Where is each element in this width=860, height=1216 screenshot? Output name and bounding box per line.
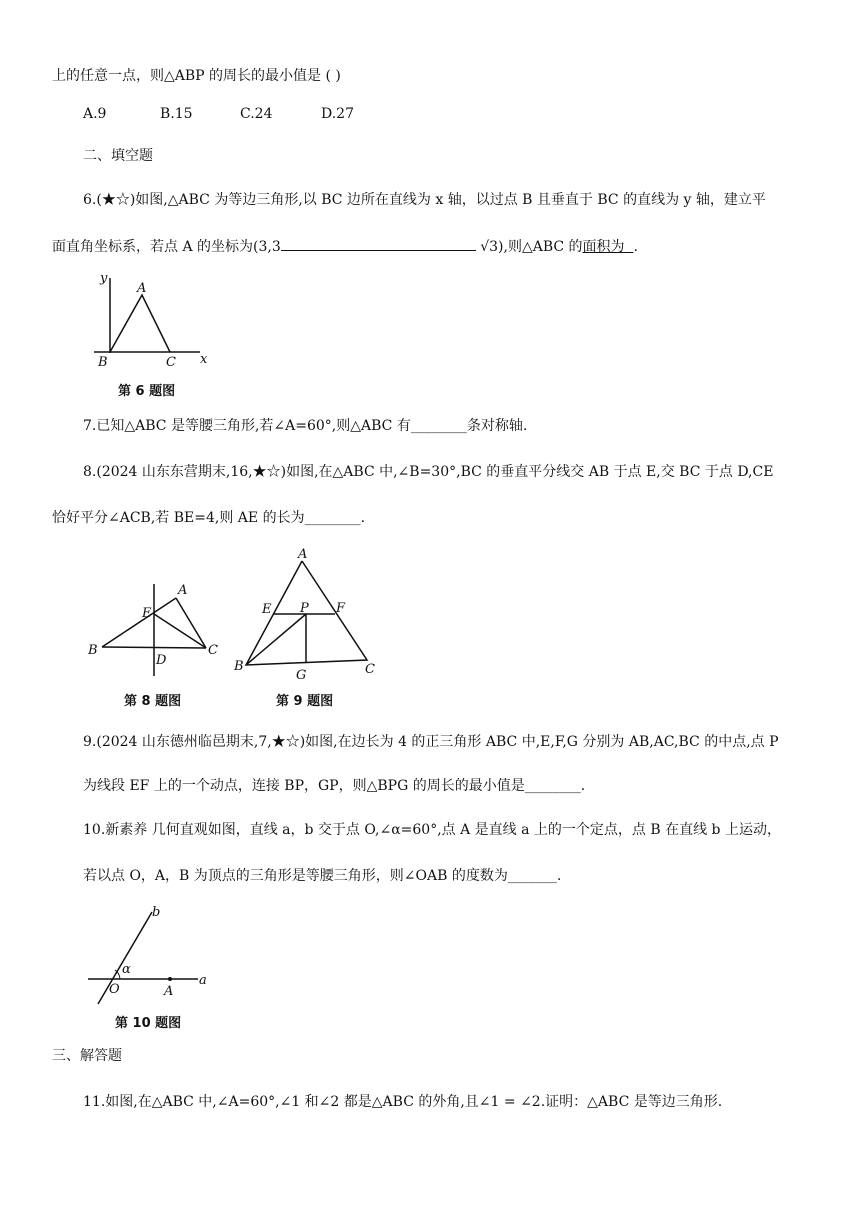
q7-text: 7.已知△ABC 是等腰三角形,若∠A=60°,则△ABC 有________条对称轴. [83, 418, 528, 434]
q10-label-b: b [152, 905, 161, 920]
q6-caption: 第 6 题图 [118, 384, 176, 399]
q9-caption: 第 9 题图 [276, 694, 334, 709]
q10-line1: 10.新素养 几何直观如图，直线 a，b 交于点 O,∠α=60°,点 A 是直线 a 上的一个定点，点 B 在直线 b 上运动， [83, 822, 781, 838]
q11-text: 11.如图,在△ABC 中,∠A=60°,∠1 和∠2 都是△ABC 的外角,且∠1 = ∠2.证明：△ABC 是等边三角形. [83, 1094, 723, 1110]
q9-label-c: C [365, 662, 375, 677]
q10-point-a [168, 977, 172, 981]
q10-label-line-a: a [199, 973, 207, 988]
q8-label-d: D [156, 653, 167, 668]
q6-figure [88, 268, 218, 373]
q9-line2: 为线段 EF 上的一个动点，连接 BP，GP，则△BPG 的周长的最小值是________. [83, 778, 586, 794]
q8-figure [84, 572, 234, 682]
q6-blank [281, 236, 476, 251]
section-solution-heading: 三、解答题 [52, 1048, 122, 1064]
q5-option-b: B.15 [160, 106, 193, 122]
q9-label-a: A [298, 547, 308, 562]
q5-option-a: A.9 [83, 106, 107, 122]
q6-line2 [52, 236, 638, 257]
section-fill-in-heading: 二、填空题 [83, 148, 153, 164]
q9-label-b: B [234, 659, 244, 674]
q6-area-label: 面积为 [582, 239, 625, 255]
q8-side-ba [102, 598, 176, 647]
q5-option-c: C.24 [240, 106, 273, 122]
q10-line-b [98, 912, 152, 1004]
q9-line1: 9.(2024 山东德州临邑期末,7,★☆)如图,在边长为 4 的正三角形 ABC 中,E,F,G 分别为 AB,AC,BC 的中点,点 P [83, 734, 779, 750]
q8-segment-ce [154, 614, 206, 648]
q8-caption: 第 8 题图 [124, 694, 182, 709]
q10-label-o: O [109, 982, 120, 997]
q6-period: . [633, 239, 638, 255]
q6-label-x: x [200, 352, 208, 367]
q8-line2: 恰好平分∠ACB,若 BE=4,则 AE 的长为________. [52, 510, 366, 526]
q6-line2-mid: √3),则△ABC 的 [480, 239, 583, 255]
q8-label-a: A [178, 583, 188, 598]
q9-label-e: E [262, 602, 272, 617]
q10-figure [86, 900, 216, 1010]
q10-line2: 若以点 O，A，B 为顶点的三角形是等腰三角形，则∠OAB 的度数为_______. [83, 868, 562, 884]
q9-label-p: P [300, 601, 309, 616]
q8-line1: 8.(2024 山东东营期末,16,★☆)如图,在△ABC 中,∠B=30°,BC 的垂直平分线交 AB 于点 E,交 BC 于点 D,CE [83, 464, 774, 480]
q8-side-bc [102, 647, 206, 648]
q6-line2-start: 面直角坐标系，若点 A 的坐标为(3,3 [52, 239, 281, 255]
q9-label-f: F [336, 601, 346, 616]
q5-text: 上的任意一点，则△ABP 的周长的最小值是 ( ) [52, 68, 341, 84]
q8-label-c: C [208, 643, 218, 658]
q6-label-c: C [166, 355, 176, 370]
q6-label-a: A [137, 281, 147, 296]
q9-label-g: G [296, 668, 307, 683]
q8-label-b: B [88, 643, 98, 658]
q5-option-d: D.27 [321, 106, 354, 122]
q8-side-ac [176, 598, 206, 648]
q6-label-y: y [100, 271, 108, 286]
q6-label-b: B [98, 355, 108, 370]
q6-triangle [110, 295, 170, 352]
q10-label-a: A [164, 984, 174, 999]
q6-line1: 6.(★☆)如图,△ABC 为等边三角形,以 BC 边所在直线为 x 轴，以过点 B 且垂直于 BC 的直线为 y 轴，建立平 [83, 192, 766, 208]
q8-label-e: E [142, 606, 152, 621]
q9-segment-bp [246, 614, 306, 665]
q9-figure [232, 545, 382, 685]
q10-label-alpha: α [122, 962, 131, 977]
q10-caption: 第 10 题图 [115, 1016, 182, 1031]
